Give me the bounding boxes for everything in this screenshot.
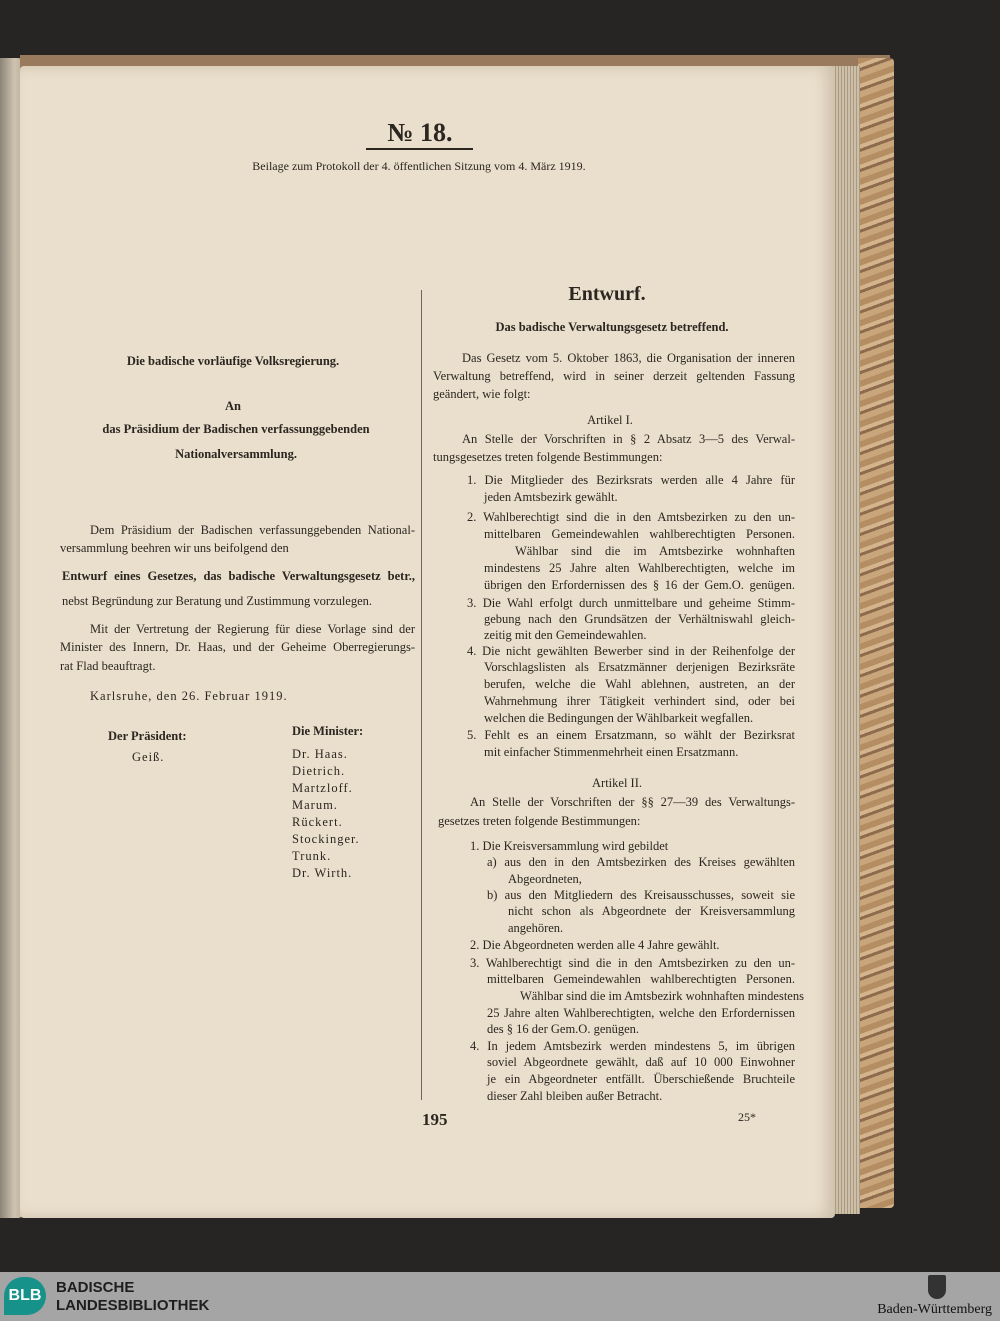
draft-line: 2. Wahlberechtigt sind die in den Amtsbezirken zu den un- xyxy=(467,510,795,524)
draft-line: Wahrnehmung ihrer Tätigkeit verhindert sind, oder bei xyxy=(484,694,795,708)
draft-line: 5. Fehlt es an einem Ersatzmann, so wählt der Bezirksrat xyxy=(467,728,795,742)
draft-line: nicht schon als Abgeordnete der Kreisversammlung xyxy=(508,904,795,918)
minister-name: Trunk. xyxy=(292,849,332,863)
library-name-line-2: LANDESBIBLIOTHEK xyxy=(56,1297,210,1314)
draft-title: Entwurf. xyxy=(568,283,646,305)
draft-line: 3. Die Wahl erfolgt durch unmittelbare und geheime Stimm- xyxy=(467,596,795,610)
draft-line: Abgeordneten, xyxy=(508,872,582,886)
draft-subtitle: Das badische Verwaltungsgesetz betreffend. xyxy=(495,320,729,334)
draft-line: 1. Die Mitglieder des Bezirksrats werden alle 4 Jahre für xyxy=(467,473,795,487)
sender: Die badische vorläufige Volksregierung. xyxy=(126,354,340,368)
draft-line: mittelbaren Gemeindewahlen wahlberechtigten Personen. xyxy=(487,972,795,986)
minister-name: Dr. Haas. xyxy=(292,747,348,761)
minister-name: Stockinger. xyxy=(292,832,360,846)
draft-line: 1. Die Kreisversammlung wird gebildet xyxy=(470,839,669,853)
minister-name: Rückert. xyxy=(292,815,343,829)
addressee-line-1: das Präsidium der Badischen verfassunggebenden xyxy=(102,422,370,436)
draft-line: übrigen den Erfordernissen des § 16 der Gem.O. genügen. xyxy=(484,578,795,592)
draft-line: geändert, wie folgt: xyxy=(433,387,531,401)
draft-line: Verwaltung betreffend, wird in seiner derzeit geltenden Fassung xyxy=(433,369,795,383)
ministers-label: Die Minister: xyxy=(292,724,364,738)
coat-of-arms-icon xyxy=(928,1275,946,1299)
draft-line: mit einfacher Stimmenmehrheit einen Ersatzmann. xyxy=(484,745,739,759)
draft-line: zeitig mit den Gemeindewahlen. xyxy=(484,628,647,642)
draft-line: Vorschlagslisten als Ersatzmänner derjenigen Bezirksräte xyxy=(484,660,795,674)
blb-logo[interactable]: BLB xyxy=(4,1277,46,1315)
column-divider xyxy=(421,290,422,1100)
body-line: Entwurf eines Gesetzes, das badische Verwaltungsgesetz betr., xyxy=(62,569,415,583)
draft-line: tungsgesetzes treten folgende Bestimmungen: xyxy=(433,450,663,464)
article-heading: Artikel I. xyxy=(587,413,633,427)
to-label: An xyxy=(225,399,241,413)
draft-line: Wählbar sind die im Amtsbezirk wohnhaften mindestens xyxy=(520,989,804,1003)
draft-line: 3. Wahlberechtigt sind die in den Amtsbezirken zu den un- xyxy=(470,956,795,970)
draft-line: jeden Amtsbezirk gewählt. xyxy=(484,490,618,504)
body-line: Minister des Innern, Dr. Haas, und der Geheime Oberregierungs- xyxy=(60,640,415,654)
footer-bar xyxy=(0,1272,1000,1321)
draft-line: Wählbar sind die im Amtsbezirke wohnhaften xyxy=(515,544,795,558)
draft-line: 25 Jahre alten Wahlberechtigten, welche den Erfordernissen xyxy=(487,1006,795,1020)
library-name-line-1: BADISCHE xyxy=(56,1279,135,1296)
minister-name: Dr. Wirth. xyxy=(292,866,353,880)
draft-line: soviel Abgeordnete gewählt, daß auf 10 000 Einwohner xyxy=(487,1055,795,1069)
place-date: Karlsruhe, den 26. Februar 1919. xyxy=(90,689,288,703)
draft-line: b) aus den Mitgliedern des Kreisausschusses, soweit sie xyxy=(487,888,795,902)
president-name: Geiß. xyxy=(132,750,165,764)
number-underline xyxy=(366,148,473,150)
draft-line: 4. In jedem Amtsbezirk werden mindestens 5, im übrigen xyxy=(470,1039,795,1053)
body-line: versammlung beehren wir uns beifolgend den xyxy=(60,541,289,555)
draft-line: des § 16 der Gem.O. genügen. xyxy=(487,1022,640,1036)
document-subtitle: Beilage zum Protokoll der 4. öffentlichen Sitzung vom 4. März 1919. xyxy=(252,159,586,173)
body-line: rat Flad beauftragt. xyxy=(60,659,156,673)
draft-line: berufen, welche die Wahl ablehnen, austreten, an der xyxy=(484,677,795,691)
draft-line: An Stelle der Vorschriften der §§ 27—39 des Verwaltungs- xyxy=(470,795,795,809)
draft-line: mittelbaren Gemeindewahlen wahlberechtigten Personen. xyxy=(484,527,795,541)
draft-line: Das Gesetz vom 5. Oktober 1863, die Organisation der inneren xyxy=(462,351,795,365)
document-number: № 18. xyxy=(387,118,453,147)
body-line: nebst Begründung zur Beratung und Zustimmung vorzulegen. xyxy=(62,594,373,608)
page-number: 195 xyxy=(422,1110,448,1129)
minister-name: Marum. xyxy=(292,798,338,812)
marbled-edge xyxy=(858,58,894,1208)
minister-name: Martzloff. xyxy=(292,781,353,795)
president-label: Der Präsident: xyxy=(108,729,187,743)
draft-line: 2. Die Abgeordneten werden alle 4 Jahre gewählt. xyxy=(470,938,720,952)
draft-line: gesetzes treten folgende Bestimmungen: xyxy=(438,814,641,828)
draft-line: An Stelle der Vorschriften in § 2 Absatz 3—5 des Verwal- xyxy=(462,432,795,446)
draft-line: dieser Zahl bleiben außer Betracht. xyxy=(487,1089,663,1103)
library-name[interactable] xyxy=(56,1279,209,1315)
draft-line: angehören. xyxy=(508,921,564,935)
draft-line: a) aus den in den Amtsbezirken des Kreises gewählten xyxy=(487,855,795,869)
draft-line: welchen die Bedingungen der Wählbarkeit wegfallen. xyxy=(484,711,754,725)
addressee-line-2: Nationalversammlung. xyxy=(175,447,297,461)
draft-line: je ein Abgeordneter entfällt. Überschießende Bruchteile xyxy=(487,1072,795,1086)
minister-name: Dietrich. xyxy=(292,764,346,778)
body-line: Mit der Vertretung der Regierung für diese Vorlage sind der xyxy=(90,622,415,636)
draft-line: gebung nach den Grundsätzen der Verhältniswahl gleich- xyxy=(484,612,795,626)
signature-mark: 25* xyxy=(738,1110,756,1124)
draft-line: mindestens 25 Jahre alten Wahlberechtigten, welche im xyxy=(484,561,795,575)
body-line: Dem Präsidium der Badischen verfassunggebenden National- xyxy=(90,523,415,537)
state-name[interactable]: Baden-Württemberg xyxy=(877,1302,992,1317)
article-heading: Artikel II. xyxy=(592,776,642,790)
draft-line: 4. Die nicht gewählten Bewerber sind in der Reihenfolge der xyxy=(467,644,795,658)
